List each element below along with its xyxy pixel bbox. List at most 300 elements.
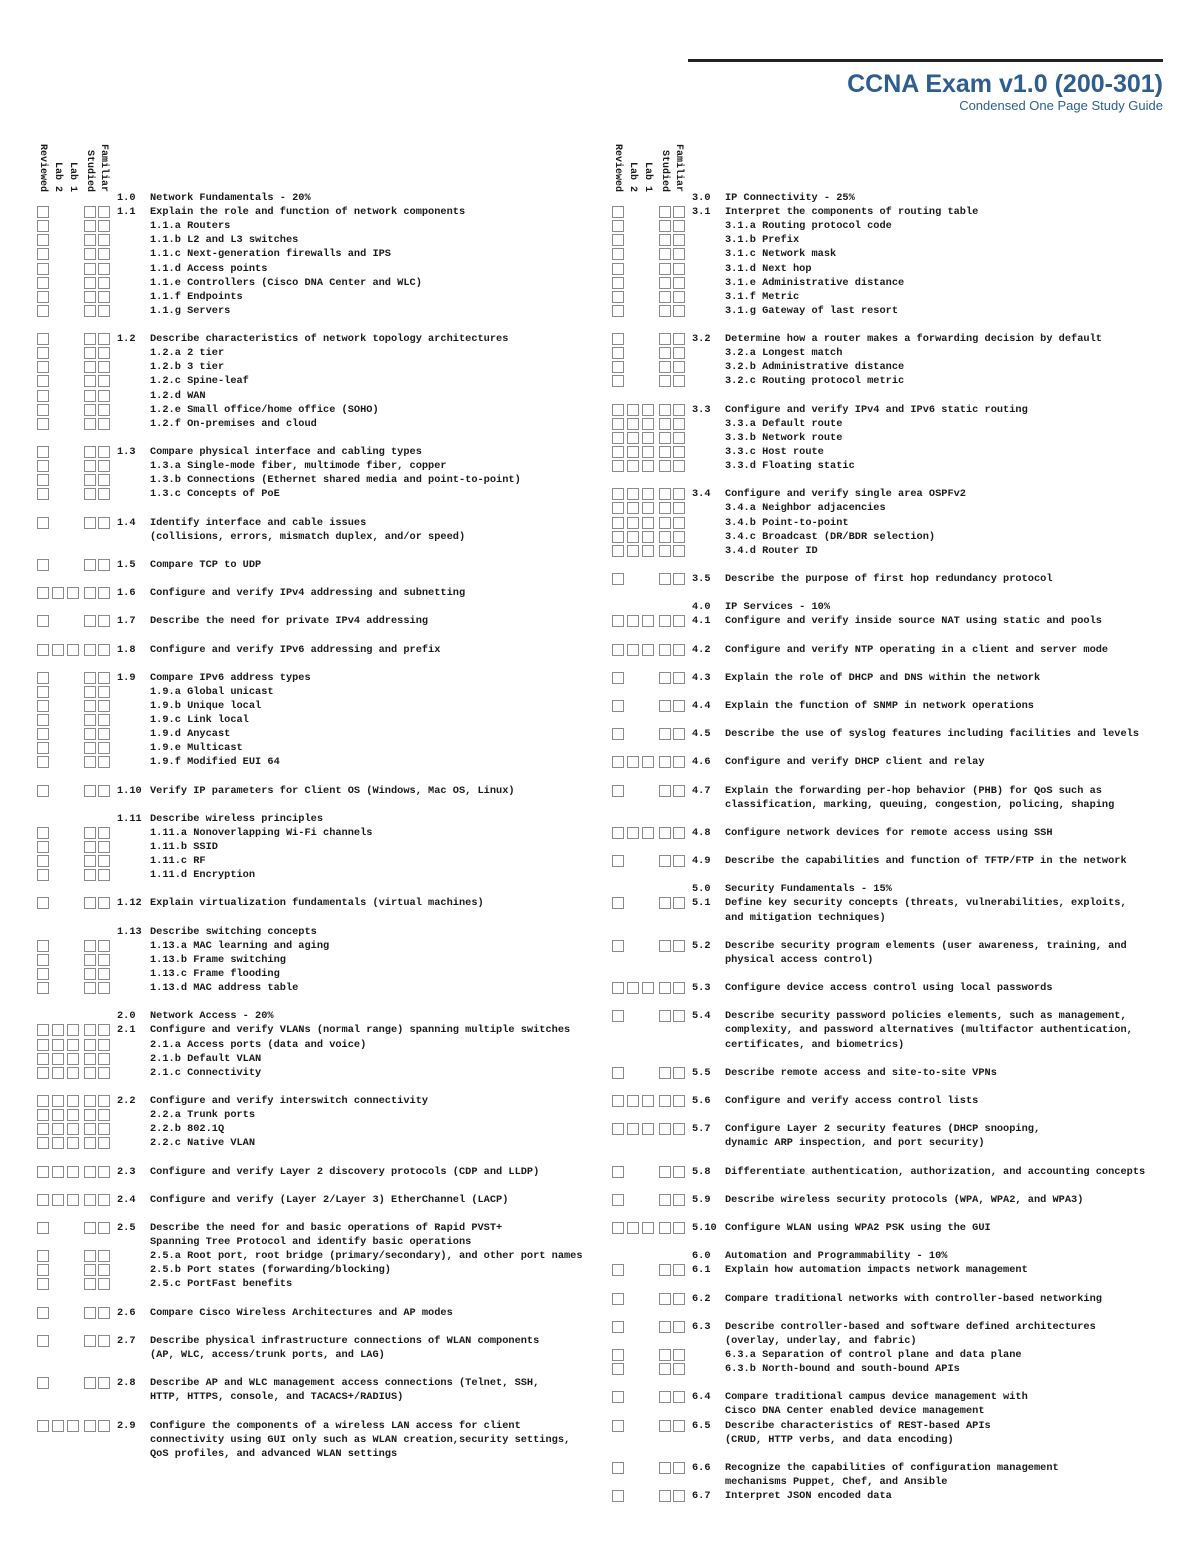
checkbox-studied[interactable]: [84, 728, 96, 740]
checkbox-reviewed[interactable]: [612, 1363, 624, 1375]
checkbox-familiar[interactable]: [98, 954, 110, 966]
checkbox-reviewed[interactable]: [612, 982, 624, 994]
checkbox-lab-2[interactable]: [627, 827, 639, 839]
checkbox-reviewed[interactable]: [37, 954, 49, 966]
checkbox-reviewed[interactable]: [37, 1053, 49, 1065]
checkbox-reviewed[interactable]: [612, 1010, 624, 1022]
checkbox-studied[interactable]: [84, 1053, 96, 1065]
checkbox-studied[interactable]: [84, 940, 96, 952]
checkbox-familiar[interactable]: [98, 277, 110, 289]
checkbox-reviewed[interactable]: [37, 1420, 49, 1432]
checkbox-reviewed[interactable]: [37, 785, 49, 797]
checkbox-lab-1[interactable]: [642, 1222, 654, 1234]
checkbox-reviewed[interactable]: [612, 347, 624, 359]
checkbox-studied[interactable]: [659, 305, 671, 317]
checkbox-reviewed[interactable]: [37, 728, 49, 740]
checkbox-familiar[interactable]: [673, 488, 685, 500]
checkbox-familiar[interactable]: [98, 1137, 110, 1149]
checkbox-reviewed[interactable]: [612, 1123, 624, 1135]
checkbox-studied[interactable]: [84, 277, 96, 289]
checkbox-studied[interactable]: [84, 587, 96, 599]
checkbox-familiar[interactable]: [98, 1264, 110, 1276]
checkbox-studied[interactable]: [659, 361, 671, 373]
checkbox-familiar[interactable]: [98, 1377, 110, 1389]
checkbox-reviewed[interactable]: [612, 1349, 624, 1361]
checkbox-lab-1[interactable]: [642, 418, 654, 430]
checkbox-familiar[interactable]: [98, 1194, 110, 1206]
checkbox-familiar[interactable]: [98, 404, 110, 416]
checkbox-familiar[interactable]: [98, 291, 110, 303]
checkbox-familiar[interactable]: [98, 1420, 110, 1432]
checkbox-studied[interactable]: [84, 206, 96, 218]
checkbox-studied[interactable]: [84, 361, 96, 373]
checkbox-studied[interactable]: [84, 700, 96, 712]
checkbox-reviewed[interactable]: [37, 517, 49, 529]
checkbox-reviewed[interactable]: [612, 263, 624, 275]
checkbox-reviewed[interactable]: [37, 700, 49, 712]
checkbox-lab-2[interactable]: [627, 404, 639, 416]
checkbox-lab-2[interactable]: [627, 517, 639, 529]
checkbox-familiar[interactable]: [98, 206, 110, 218]
checkbox-studied[interactable]: [84, 375, 96, 387]
checkbox-reviewed[interactable]: [612, 1264, 624, 1276]
checkbox-studied[interactable]: [84, 827, 96, 839]
checkbox-lab-2[interactable]: [627, 1095, 639, 1107]
checkbox-lab-2[interactable]: [627, 432, 639, 444]
checkbox-reviewed[interactable]: [612, 1293, 624, 1305]
checkbox-lab-1[interactable]: [67, 1166, 79, 1178]
checkbox-familiar[interactable]: [98, 756, 110, 768]
checkbox-familiar[interactable]: [98, 686, 110, 698]
checkbox-lab-1[interactable]: [642, 488, 654, 500]
checkbox-studied[interactable]: [84, 756, 96, 768]
checkbox-studied[interactable]: [84, 672, 96, 684]
checkbox-familiar[interactable]: [673, 615, 685, 627]
checkbox-studied[interactable]: [84, 474, 96, 486]
checkbox-reviewed[interactable]: [612, 940, 624, 952]
checkbox-reviewed[interactable]: [612, 502, 624, 514]
checkbox-lab-1[interactable]: [642, 827, 654, 839]
checkbox-familiar[interactable]: [673, 1349, 685, 1361]
checkbox-familiar[interactable]: [673, 291, 685, 303]
checkbox-lab-2[interactable]: [52, 1137, 64, 1149]
checkbox-reviewed[interactable]: [37, 1377, 49, 1389]
checkbox-reviewed[interactable]: [37, 1335, 49, 1347]
checkbox-lab-2[interactable]: [627, 545, 639, 557]
checkbox-studied[interactable]: [659, 531, 671, 543]
checkbox-studied[interactable]: [84, 982, 96, 994]
checkbox-studied[interactable]: [659, 1264, 671, 1276]
checkbox-lab-1[interactable]: [642, 502, 654, 514]
checkbox-studied[interactable]: [84, 1335, 96, 1347]
checkbox-studied[interactable]: [84, 1039, 96, 1051]
checkbox-studied[interactable]: [84, 263, 96, 275]
checkbox-reviewed[interactable]: [37, 686, 49, 698]
checkbox-reviewed[interactable]: [612, 1321, 624, 1333]
checkbox-familiar[interactable]: [673, 1123, 685, 1135]
checkbox-familiar[interactable]: [98, 982, 110, 994]
checkbox-studied[interactable]: [659, 1490, 671, 1502]
checkbox-reviewed[interactable]: [37, 968, 49, 980]
checkbox-lab-2[interactable]: [627, 531, 639, 543]
checkbox-reviewed[interactable]: [37, 1194, 49, 1206]
checkbox-reviewed[interactable]: [37, 672, 49, 684]
checkbox-familiar[interactable]: [98, 1250, 110, 1262]
checkbox-studied[interactable]: [659, 1166, 671, 1178]
checkbox-lab-2[interactable]: [627, 615, 639, 627]
checkbox-lab-1[interactable]: [67, 1053, 79, 1065]
checkbox-reviewed[interactable]: [37, 587, 49, 599]
checkbox-lab-1[interactable]: [642, 531, 654, 543]
checkbox-studied[interactable]: [659, 728, 671, 740]
checkbox-familiar[interactable]: [673, 1095, 685, 1107]
checkbox-reviewed[interactable]: [37, 460, 49, 472]
checkbox-familiar[interactable]: [98, 742, 110, 754]
checkbox-familiar[interactable]: [673, 644, 685, 656]
checkbox-familiar[interactable]: [98, 1307, 110, 1319]
checkbox-lab-1[interactable]: [642, 545, 654, 557]
checkbox-studied[interactable]: [659, 263, 671, 275]
checkbox-familiar[interactable]: [98, 446, 110, 458]
checkbox-studied[interactable]: [84, 333, 96, 345]
checkbox-familiar[interactable]: [673, 347, 685, 359]
checkbox-studied[interactable]: [659, 1363, 671, 1375]
checkbox-familiar[interactable]: [98, 1278, 110, 1290]
checkbox-studied[interactable]: [84, 291, 96, 303]
checkbox-lab-1[interactable]: [67, 1123, 79, 1135]
checkbox-familiar[interactable]: [98, 248, 110, 260]
checkbox-studied[interactable]: [659, 855, 671, 867]
checkbox-studied[interactable]: [659, 1349, 671, 1361]
checkbox-studied[interactable]: [659, 672, 671, 684]
checkbox-lab-1[interactable]: [67, 1109, 79, 1121]
checkbox-familiar[interactable]: [98, 714, 110, 726]
checkbox-familiar[interactable]: [98, 488, 110, 500]
checkbox-reviewed[interactable]: [37, 742, 49, 754]
checkbox-studied[interactable]: [84, 869, 96, 881]
checkbox-reviewed[interactable]: [37, 1024, 49, 1036]
checkbox-reviewed[interactable]: [37, 488, 49, 500]
checkbox-reviewed[interactable]: [37, 1250, 49, 1262]
checkbox-familiar[interactable]: [673, 277, 685, 289]
checkbox-studied[interactable]: [84, 1420, 96, 1432]
checkbox-familiar[interactable]: [98, 1095, 110, 1107]
checkbox-familiar[interactable]: [673, 1462, 685, 1474]
checkbox-reviewed[interactable]: [612, 291, 624, 303]
checkbox-familiar[interactable]: [98, 263, 110, 275]
checkbox-studied[interactable]: [84, 1278, 96, 1290]
checkbox-familiar[interactable]: [673, 940, 685, 952]
checkbox-studied[interactable]: [659, 206, 671, 218]
checkbox-studied[interactable]: [84, 1067, 96, 1079]
checkbox-reviewed[interactable]: [37, 305, 49, 317]
checkbox-reviewed[interactable]: [612, 785, 624, 797]
checkbox-familiar[interactable]: [98, 390, 110, 402]
checkbox-studied[interactable]: [84, 742, 96, 754]
checkbox-studied[interactable]: [84, 1123, 96, 1135]
checkbox-studied[interactable]: [659, 756, 671, 768]
checkbox-reviewed[interactable]: [37, 1039, 49, 1051]
checkbox-reviewed[interactable]: [37, 756, 49, 768]
checkbox-familiar[interactable]: [98, 220, 110, 232]
checkbox-studied[interactable]: [659, 1010, 671, 1022]
checkbox-studied[interactable]: [84, 897, 96, 909]
checkbox-studied[interactable]: [659, 545, 671, 557]
checkbox-lab-2[interactable]: [627, 982, 639, 994]
checkbox-studied[interactable]: [659, 644, 671, 656]
checkbox-familiar[interactable]: [98, 1335, 110, 1347]
checkbox-studied[interactable]: [84, 1137, 96, 1149]
checkbox-lab-1[interactable]: [67, 644, 79, 656]
checkbox-familiar[interactable]: [98, 1039, 110, 1051]
checkbox-studied[interactable]: [84, 559, 96, 571]
checkbox-familiar[interactable]: [98, 855, 110, 867]
checkbox-studied[interactable]: [659, 488, 671, 500]
checkbox-reviewed[interactable]: [37, 827, 49, 839]
checkbox-familiar[interactable]: [673, 897, 685, 909]
checkbox-reviewed[interactable]: [37, 220, 49, 232]
checkbox-studied[interactable]: [659, 291, 671, 303]
checkbox-reviewed[interactable]: [612, 234, 624, 246]
checkbox-reviewed[interactable]: [37, 234, 49, 246]
checkbox-reviewed[interactable]: [612, 672, 624, 684]
checkbox-studied[interactable]: [84, 1194, 96, 1206]
checkbox-lab-1[interactable]: [67, 1137, 79, 1149]
checkbox-familiar[interactable]: [98, 940, 110, 952]
checkbox-reviewed[interactable]: [37, 1307, 49, 1319]
checkbox-studied[interactable]: [659, 1123, 671, 1135]
checkbox-lab-1[interactable]: [67, 1039, 79, 1051]
checkbox-familiar[interactable]: [98, 700, 110, 712]
checkbox-lab-2[interactable]: [52, 1095, 64, 1107]
checkbox-lab-2[interactable]: [52, 1123, 64, 1135]
checkbox-reviewed[interactable]: [37, 390, 49, 402]
checkbox-lab-1[interactable]: [642, 460, 654, 472]
checkbox-reviewed[interactable]: [37, 1166, 49, 1178]
checkbox-reviewed[interactable]: [37, 375, 49, 387]
checkbox-studied[interactable]: [659, 502, 671, 514]
checkbox-reviewed[interactable]: [612, 404, 624, 416]
checkbox-studied[interactable]: [84, 305, 96, 317]
checkbox-reviewed[interactable]: [37, 206, 49, 218]
checkbox-familiar[interactable]: [673, 982, 685, 994]
checkbox-familiar[interactable]: [673, 1321, 685, 1333]
checkbox-familiar[interactable]: [673, 1010, 685, 1022]
checkbox-studied[interactable]: [659, 1462, 671, 1474]
checkbox-reviewed[interactable]: [612, 1420, 624, 1432]
checkbox-familiar[interactable]: [673, 855, 685, 867]
checkbox-studied[interactable]: [84, 1264, 96, 1276]
checkbox-lab-1[interactable]: [642, 432, 654, 444]
checkbox-reviewed[interactable]: [612, 432, 624, 444]
checkbox-studied[interactable]: [84, 1095, 96, 1107]
checkbox-familiar[interactable]: [673, 234, 685, 246]
checkbox-reviewed[interactable]: [612, 855, 624, 867]
checkbox-studied[interactable]: [84, 248, 96, 260]
checkbox-studied[interactable]: [659, 1067, 671, 1079]
checkbox-familiar[interactable]: [98, 897, 110, 909]
checkbox-reviewed[interactable]: [37, 263, 49, 275]
checkbox-studied[interactable]: [659, 1194, 671, 1206]
checkbox-familiar[interactable]: [98, 1053, 110, 1065]
checkbox-lab-2[interactable]: [627, 1123, 639, 1135]
checkbox-studied[interactable]: [659, 234, 671, 246]
checkbox-familiar[interactable]: [673, 333, 685, 345]
checkbox-lab-1[interactable]: [642, 517, 654, 529]
checkbox-studied[interactable]: [659, 1420, 671, 1432]
checkbox-studied[interactable]: [84, 686, 96, 698]
checkbox-lab-1[interactable]: [67, 1024, 79, 1036]
checkbox-familiar[interactable]: [673, 700, 685, 712]
checkbox-lab-2[interactable]: [52, 1194, 64, 1206]
checkbox-lab-2[interactable]: [52, 587, 64, 599]
checkbox-studied[interactable]: [659, 1095, 671, 1107]
checkbox-familiar[interactable]: [98, 672, 110, 684]
checkbox-familiar[interactable]: [673, 785, 685, 797]
checkbox-reviewed[interactable]: [37, 1123, 49, 1135]
checkbox-familiar[interactable]: [98, 460, 110, 472]
checkbox-familiar[interactable]: [673, 517, 685, 529]
checkbox-familiar[interactable]: [673, 545, 685, 557]
checkbox-reviewed[interactable]: [37, 361, 49, 373]
checkbox-reviewed[interactable]: [37, 1222, 49, 1234]
checkbox-familiar[interactable]: [98, 375, 110, 387]
checkbox-studied[interactable]: [84, 460, 96, 472]
checkbox-familiar[interactable]: [673, 361, 685, 373]
checkbox-familiar[interactable]: [673, 1166, 685, 1178]
checkbox-studied[interactable]: [659, 573, 671, 585]
checkbox-reviewed[interactable]: [37, 347, 49, 359]
checkbox-studied[interactable]: [659, 1321, 671, 1333]
checkbox-studied[interactable]: [659, 982, 671, 994]
checkbox-reviewed[interactable]: [37, 1264, 49, 1276]
checkbox-studied[interactable]: [659, 1391, 671, 1403]
checkbox-familiar[interactable]: [98, 1109, 110, 1121]
checkbox-studied[interactable]: [84, 841, 96, 853]
checkbox-studied[interactable]: [84, 488, 96, 500]
checkbox-lab-1[interactable]: [67, 1194, 79, 1206]
checkbox-familiar[interactable]: [673, 446, 685, 458]
checkbox-familiar[interactable]: [98, 305, 110, 317]
checkbox-studied[interactable]: [84, 1377, 96, 1389]
checkbox-studied[interactable]: [84, 220, 96, 232]
checkbox-lab-1[interactable]: [642, 1123, 654, 1135]
checkbox-lab-2[interactable]: [52, 644, 64, 656]
checkbox-reviewed[interactable]: [612, 248, 624, 260]
checkbox-studied[interactable]: [84, 446, 96, 458]
checkbox-familiar[interactable]: [98, 361, 110, 373]
checkbox-studied[interactable]: [659, 517, 671, 529]
checkbox-familiar[interactable]: [673, 375, 685, 387]
checkbox-familiar[interactable]: [673, 1067, 685, 1079]
checkbox-familiar[interactable]: [673, 460, 685, 472]
checkbox-studied[interactable]: [84, 517, 96, 529]
checkbox-lab-2[interactable]: [627, 460, 639, 472]
checkbox-studied[interactable]: [659, 446, 671, 458]
checkbox-familiar[interactable]: [673, 728, 685, 740]
checkbox-familiar[interactable]: [673, 206, 685, 218]
checkbox-familiar[interactable]: [98, 1123, 110, 1135]
checkbox-studied[interactable]: [84, 1109, 96, 1121]
checkbox-familiar[interactable]: [98, 785, 110, 797]
checkbox-reviewed[interactable]: [37, 615, 49, 627]
checkbox-lab-1[interactable]: [642, 1095, 654, 1107]
checkbox-familiar[interactable]: [673, 1194, 685, 1206]
checkbox-reviewed[interactable]: [612, 531, 624, 543]
checkbox-studied[interactable]: [659, 333, 671, 345]
checkbox-reviewed[interactable]: [612, 756, 624, 768]
checkbox-familiar[interactable]: [98, 587, 110, 599]
checkbox-lab-2[interactable]: [52, 1067, 64, 1079]
checkbox-familiar[interactable]: [98, 728, 110, 740]
checkbox-lab-2[interactable]: [627, 418, 639, 430]
checkbox-lab-1[interactable]: [642, 615, 654, 627]
checkbox-reviewed[interactable]: [37, 1137, 49, 1149]
checkbox-reviewed[interactable]: [37, 1067, 49, 1079]
checkbox-studied[interactable]: [84, 644, 96, 656]
checkbox-lab-2[interactable]: [627, 756, 639, 768]
checkbox-familiar[interactable]: [673, 1420, 685, 1432]
checkbox-reviewed[interactable]: [612, 827, 624, 839]
checkbox-studied[interactable]: [659, 460, 671, 472]
checkbox-reviewed[interactable]: [612, 460, 624, 472]
checkbox-reviewed[interactable]: [37, 1095, 49, 1107]
checkbox-studied[interactable]: [84, 404, 96, 416]
checkbox-studied[interactable]: [84, 1024, 96, 1036]
checkbox-studied[interactable]: [659, 615, 671, 627]
checkbox-familiar[interactable]: [98, 968, 110, 980]
checkbox-lab-2[interactable]: [52, 1109, 64, 1121]
checkbox-familiar[interactable]: [98, 1024, 110, 1036]
checkbox-familiar[interactable]: [98, 474, 110, 486]
checkbox-reviewed[interactable]: [37, 940, 49, 952]
checkbox-studied[interactable]: [84, 855, 96, 867]
checkbox-reviewed[interactable]: [37, 474, 49, 486]
checkbox-lab-2[interactable]: [52, 1024, 64, 1036]
checkbox-familiar[interactable]: [98, 234, 110, 246]
checkbox-studied[interactable]: [84, 785, 96, 797]
checkbox-lab-2[interactable]: [52, 1039, 64, 1051]
checkbox-reviewed[interactable]: [612, 1166, 624, 1178]
checkbox-familiar[interactable]: [673, 1293, 685, 1305]
checkbox-familiar[interactable]: [673, 827, 685, 839]
checkbox-reviewed[interactable]: [37, 855, 49, 867]
checkbox-familiar[interactable]: [673, 418, 685, 430]
checkbox-familiar[interactable]: [98, 869, 110, 881]
checkbox-studied[interactable]: [659, 220, 671, 232]
checkbox-lab-1[interactable]: [642, 446, 654, 458]
checkbox-studied[interactable]: [659, 700, 671, 712]
checkbox-studied[interactable]: [659, 1293, 671, 1305]
checkbox-familiar[interactable]: [673, 248, 685, 260]
checkbox-lab-2[interactable]: [627, 488, 639, 500]
checkbox-familiar[interactable]: [673, 756, 685, 768]
checkbox-familiar[interactable]: [673, 1391, 685, 1403]
checkbox-familiar[interactable]: [98, 1222, 110, 1234]
checkbox-familiar[interactable]: [673, 220, 685, 232]
checkbox-reviewed[interactable]: [37, 644, 49, 656]
checkbox-reviewed[interactable]: [612, 545, 624, 557]
checkbox-studied[interactable]: [84, 714, 96, 726]
checkbox-reviewed[interactable]: [612, 615, 624, 627]
checkbox-reviewed[interactable]: [612, 418, 624, 430]
checkbox-reviewed[interactable]: [612, 333, 624, 345]
checkbox-reviewed[interactable]: [612, 361, 624, 373]
checkbox-reviewed[interactable]: [37, 1109, 49, 1121]
checkbox-studied[interactable]: [84, 1307, 96, 1319]
checkbox-reviewed[interactable]: [612, 1222, 624, 1234]
checkbox-reviewed[interactable]: [612, 897, 624, 909]
